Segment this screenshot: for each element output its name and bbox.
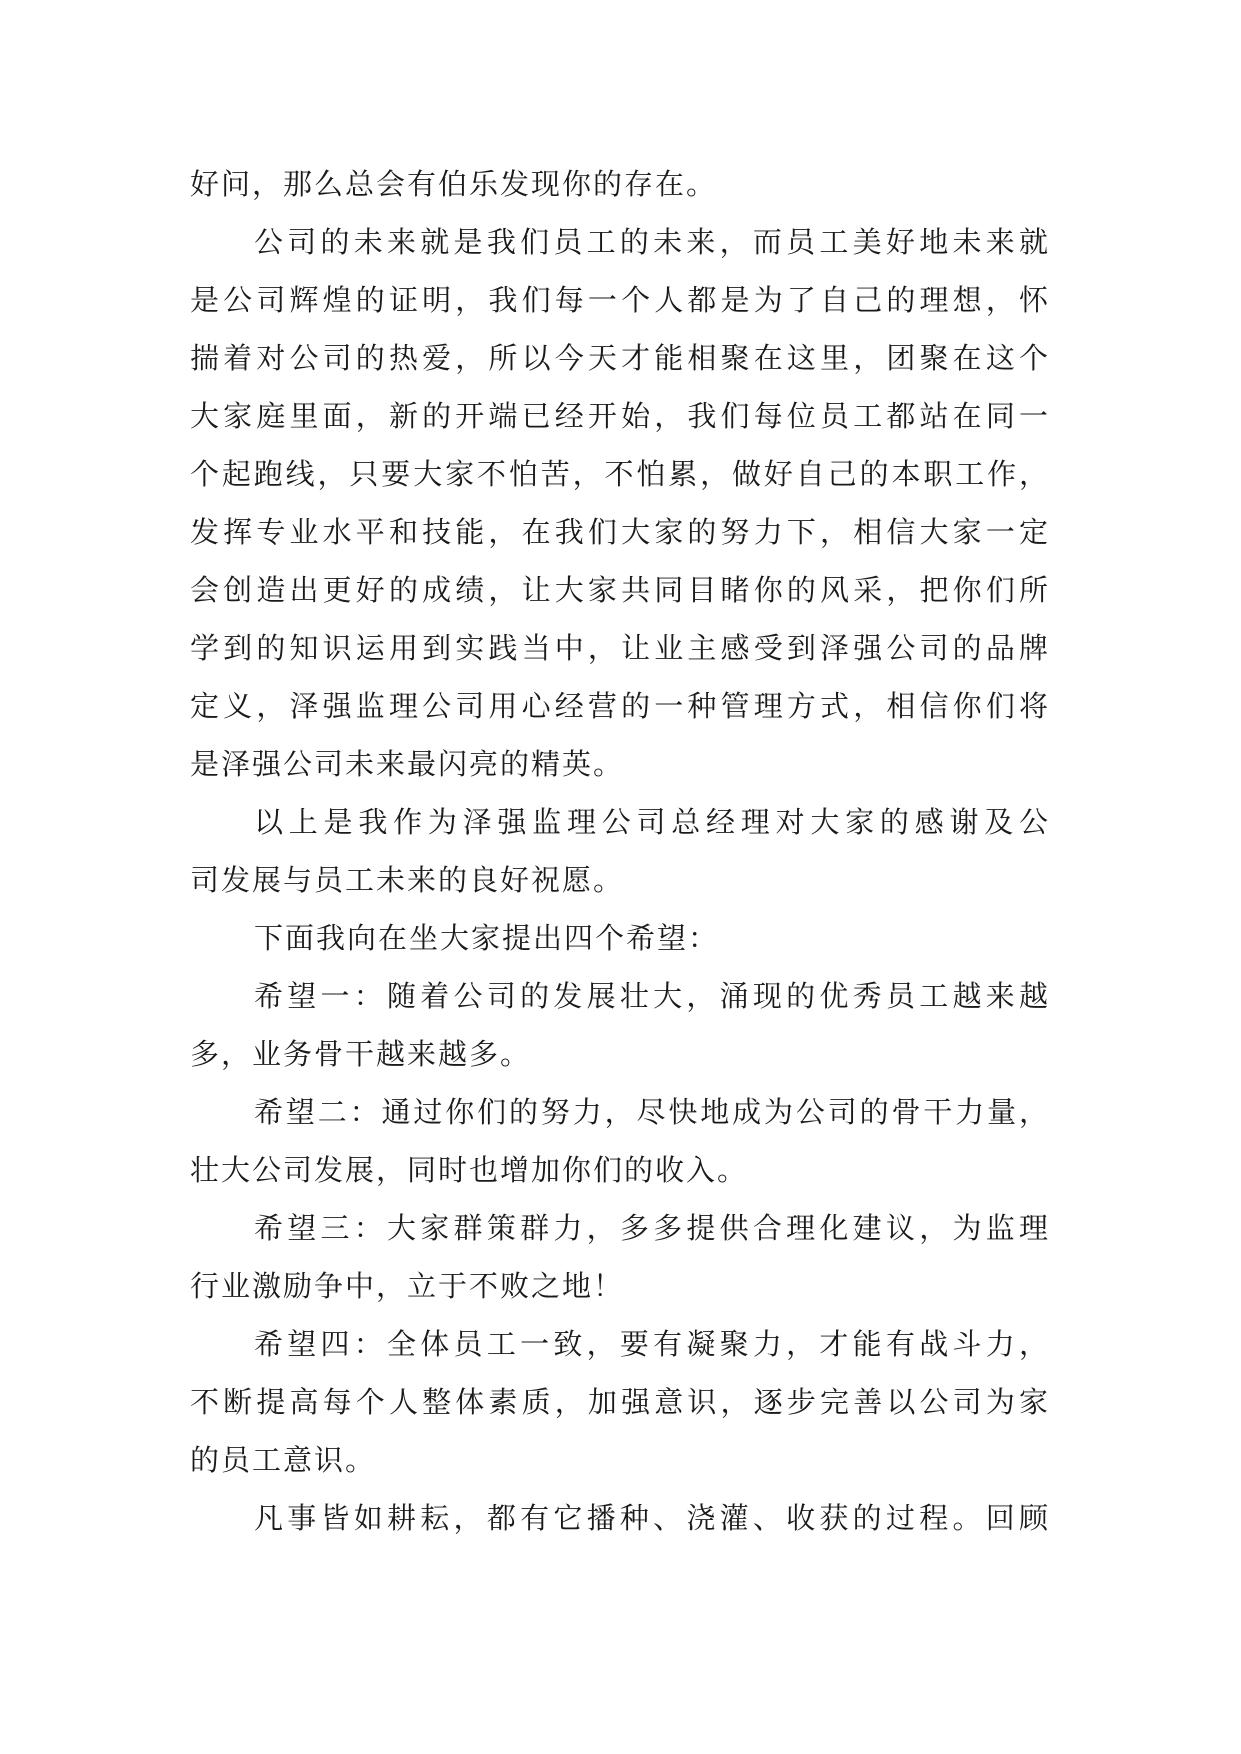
- text-line: 会创造出更好的成绩，让大家共同目睹你的风采，把你们所: [190, 573, 1050, 607]
- text-line: 司发展与员工未来的良好祝愿。: [190, 863, 625, 897]
- text-line: 希望一：随着公司的发展壮大，涌现的优秀员工越来越: [254, 979, 1050, 1013]
- text-line: 是泽强公司未来最闪亮的精英。: [190, 747, 625, 781]
- paragraph: [190, 1315, 1050, 1489]
- text-line: 公司的未来就是我们员工的未来，而员工美好地未来就: [254, 225, 1050, 259]
- text-line: 以上是我作为泽强监理公司总经理对大家的感谢及公: [254, 805, 1050, 839]
- text-line: 不断提高每个人整体素质，加强意识，逐步完善以公司为家: [190, 1385, 1050, 1419]
- text-line: 多，业务骨干越来越多。: [190, 1037, 532, 1071]
- text-line: 希望二：通过你们的努力，尽快地成为公司的骨干力量，: [254, 1095, 1050, 1129]
- paragraph: [190, 967, 1050, 1083]
- paragraph: [190, 1199, 1050, 1315]
- text-line: 学到的知识运用到实践当中，让业主感受到泽强公司的品牌: [190, 631, 1050, 665]
- text-line: 揣着对公司的热爱，所以今天才能相聚在这里，团聚在这个: [190, 341, 1050, 375]
- text-line: 定义，泽强监理公司用心经营的一种管理方式，相信你们将: [190, 689, 1050, 723]
- paragraph: [190, 793, 1050, 909]
- text-line: 的员工意识。: [190, 1443, 377, 1477]
- text-line: 凡事皆如耕耘，都有它播种、浇灌、收获的过程。回顾: [254, 1501, 1050, 1535]
- text-line: 个起跑线，只要大家不怕苦，不怕累，做好自己的本职工作，: [190, 457, 1050, 491]
- paragraph: [190, 155, 1050, 213]
- text-line: 希望四：全体员工一致，要有凝聚力，才能有战斗力，: [254, 1327, 1050, 1361]
- text-line: 大家庭里面，新的开端已经开始，我们每位员工都站在同一: [190, 399, 1050, 433]
- paragraph: [190, 1083, 1050, 1199]
- paragraph: [190, 1489, 1050, 1547]
- text-line: 壮大公司发展，同时也增加你们的收入。: [190, 1153, 749, 1187]
- paragraph: [190, 213, 1050, 793]
- body-text: [190, 155, 1050, 1547]
- text-line: 是公司辉煌的证明，我们每一个人都是为了自己的理想，怀: [190, 283, 1050, 317]
- text-line: 行业激励争中，立于不败之地！: [190, 1269, 625, 1303]
- text-line: 希望三：大家群策群力，多多提供合理化建议，为监理: [254, 1211, 1050, 1245]
- text-line: 下面我向在坐大家提出四个希望：: [254, 921, 720, 955]
- text-line: 发挥专业水平和技能，在我们大家的努力下，相信大家一定: [190, 515, 1050, 549]
- paragraph: [190, 909, 1050, 967]
- text-line: 好问，那么总会有伯乐发现你的存在。: [190, 167, 718, 201]
